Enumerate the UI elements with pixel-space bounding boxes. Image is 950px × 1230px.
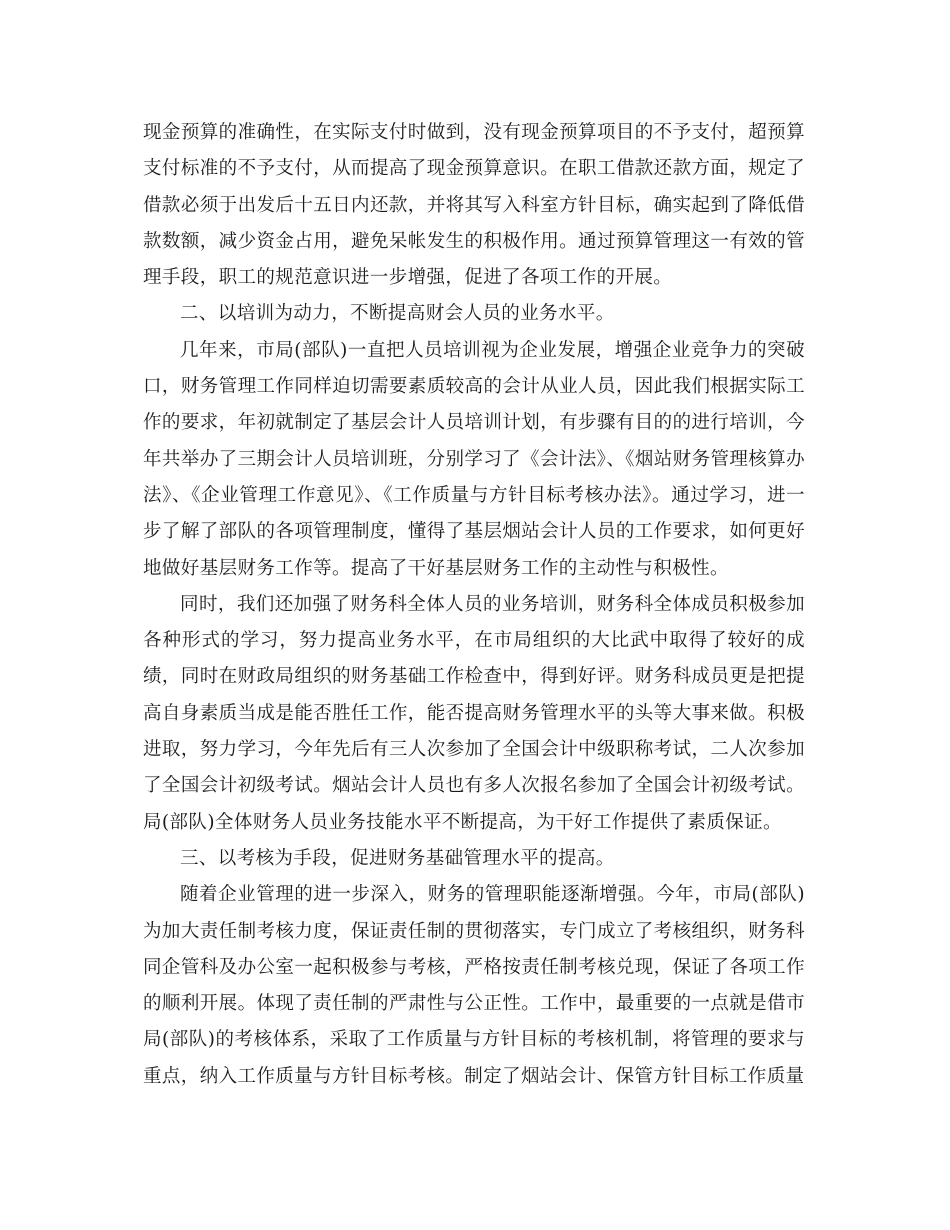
paragraph-staff-training: 同时，我们还加强了财务科全体人员的业务培训，财务科全体成员积极参加各种形式的学习，努力提高业务水平，在市局组织的大比武中取得了较好的成绩，同时在财政局组织的财务基础工作检查中，得到好评。财务科成员更是把提高自身素质当成是能否胜任工作，能否提高财务管理水平的头等大事来做。积极进取，努力学习，今年先后有三人次参加了全国会计中级职称考试，二人次参加了全国会计初级考试。烟站会计人员也有多人次报名参加了全国会计初级考试。局(部队)全体财务人员业务技能水平不断提高，为干好工作提供了素质保证。	[143, 593, 805, 833]
paragraph-assessment: 随着企业管理的进一步深入，财务的管理职能逐渐增强。今年，市局(部队)为加大责任制考核力度，保证责任制的贯彻落实，专门成立了考核组织，财务科同企管科及办公室一起积极参与考核，严格按责任制考核兑现，保证了各项工作的顺利开展。体现了责任制的严肃性与公正性。工作中，最重要的一点就是借市局(部队)的考核体系，采取了工作质量与方针目标的考核机制，将管理的要求与重点，纳入工作质量与方针目标考核。制定了烟站会计、保管方针目标工作质量	[143, 884, 805, 1087]
paragraph-budget-continuation: 现金预算的准确性，在实际支付时做到，没有现金预算项目的不予支付，超预算支付标准的不予支付，从而提高了现金预算意识。在职工借款还款方面，规定了借款必须于出发后十五日内还款，并将其写入科室方针目标，确实起到了降低借款数额，减少资金占用，避免呆帐发生的积极作用。通过预算管理这一有效的管理手段，职工的规范意识进一步增强，促进了各项工作的开展。	[143, 122, 805, 289]
document-body	[143, 115, 805, 1095]
paragraph-training-plan: 几年来，市局(部队)一直把人员培训视为企业发展，增强企业竞争力的突破口，财务管理工作同样迫切需要素质较高的会计从业人员，因此我们根据实际工作的要求，年初就制定了基层会计人员培训计划，有步骤有目的的进行培训，今年共举办了三期会计人员培训班，分别学习了《会计法》、《烟站财务管理核算办法》、《企业管理工作意见》、《工作质量与方针目标考核办法》。通过学习，进一步了解了部队的各项管理制度，懂得了基层烟站会计人员的工作要求，如何更好地做好基层财务工作等。提高了干好基层财务工作的主动性与积极性。	[143, 339, 805, 579]
section-heading-training: 二、以培训为动力，不断提高财会人员的业务水平。	[180, 303, 615, 325]
section-heading-assessment: 三、以考核为手段，促进财务基础管理水平的提高。	[180, 847, 615, 869]
